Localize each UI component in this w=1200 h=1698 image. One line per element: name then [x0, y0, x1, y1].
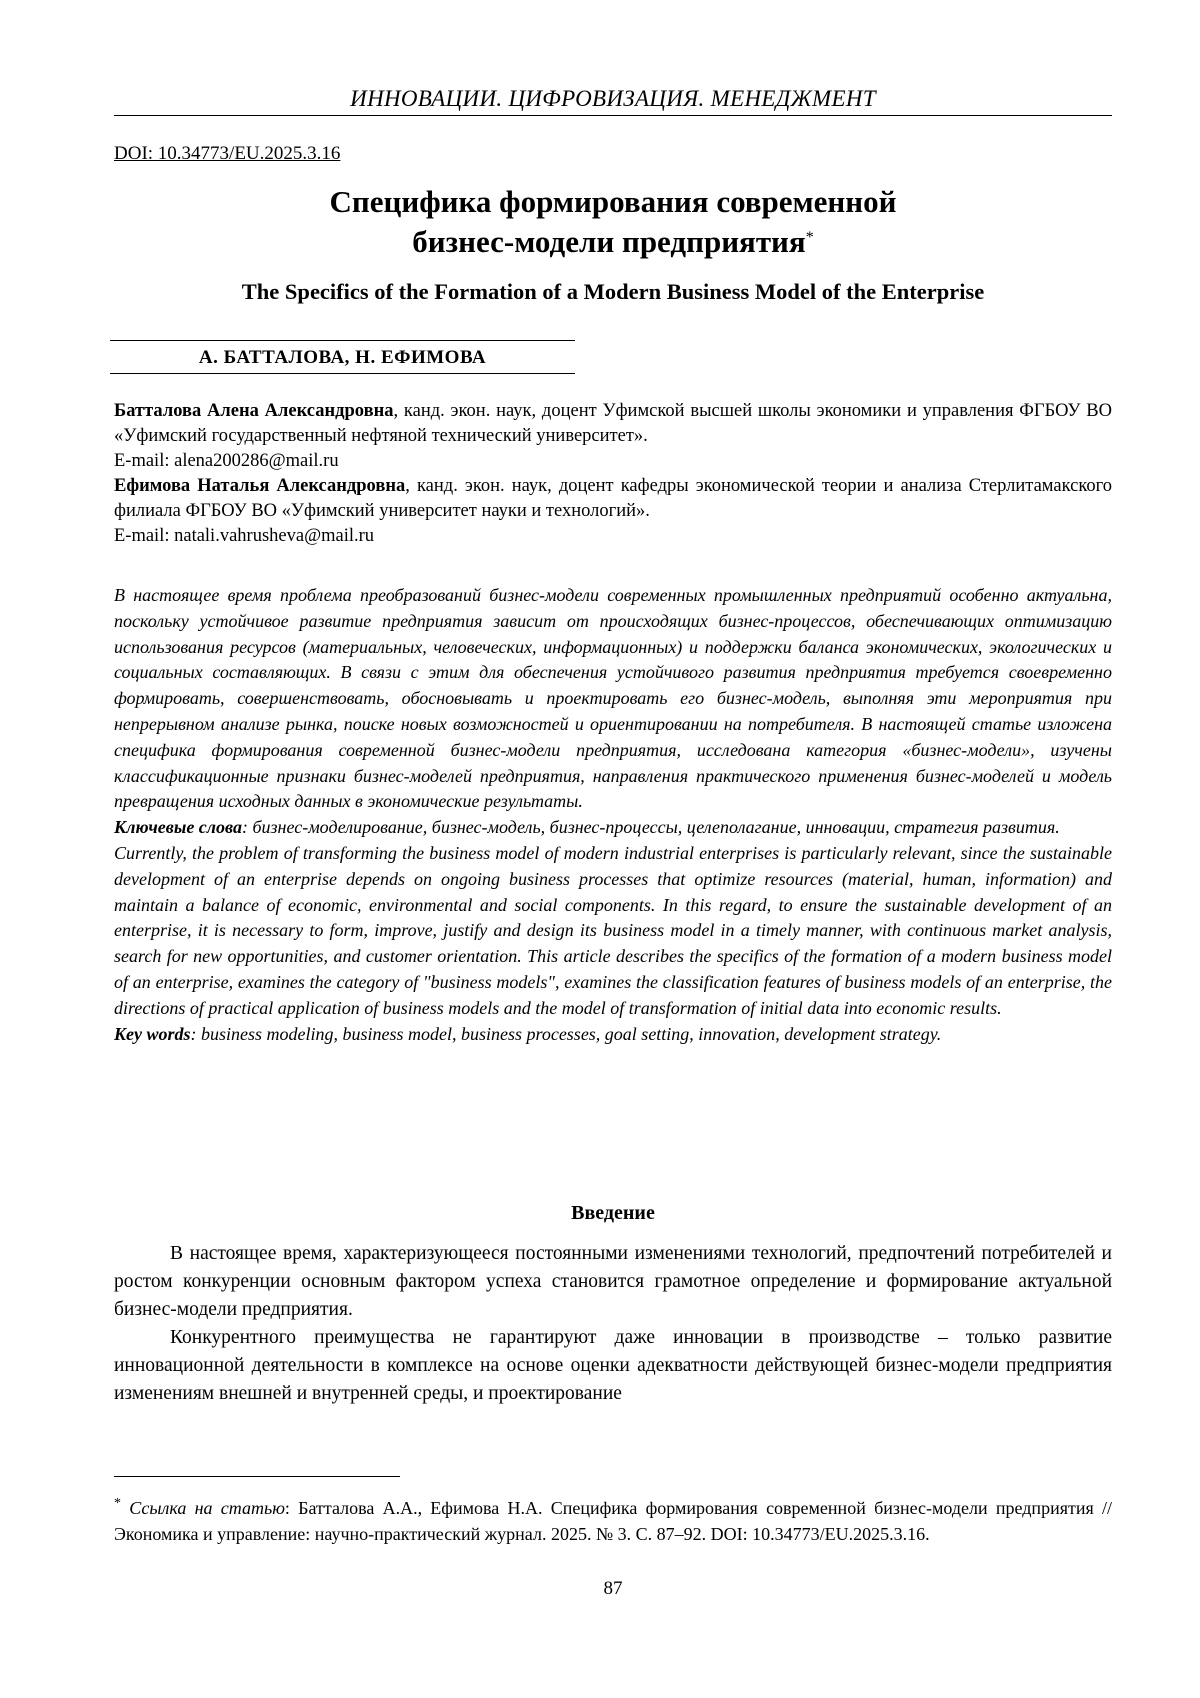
keywords-en: Key words: business modeling, business model, business processes, goal setting, innovation, development strategy. — [114, 1023, 942, 1044]
article-title — [114, 182, 1112, 262]
section-heading-intro: Введение — [571, 1202, 655, 1224]
author-1-name: Батталова Алена Александровна — [114, 401, 394, 421]
body-text — [114, 1240, 1112, 1408]
abstract-en: Currently, the problem of transforming the business model of modern industrial enterprises is particularly relevant, since the sustainable development of an enterprise depends on ongoing business processes that optimize resources (material, human, information) and maintain a balance of economic, environmental and social components. In this regard, to ensure the sustainable development of an enterprise, it is necessary to form, improve, justify and design its business model in a timely manner, with continuous market analysis, search for new opportunities, and customer orientation. This article describes the specifics of the formation of a modern business model of an enterprise, examines the category of "business models", examines the classification features of business models of an enterprise, the directions of practical application of business models and the model of transformation of initial data into economic results. — [114, 842, 1112, 1018]
title-line-1: Специфика формирования современной — [329, 184, 897, 219]
article-title-en: The Specifics of the Formation of a Modern Business Model of the Enterprise — [241, 279, 985, 304]
footnote-divider — [114, 1476, 400, 1477]
authors-rule-bottom — [110, 373, 575, 374]
authors-rule-top — [110, 340, 575, 341]
author-2-email[interactable]: E-mail: natali.vahrusheva@mail.ru — [114, 526, 375, 546]
abstract — [114, 583, 1112, 1047]
footnote-label: Ссылка на статью — [129, 1498, 285, 1518]
author-affiliations — [114, 399, 1112, 549]
affiliation-1: Батталова Алена Александровна, канд. экон. наук, доцент Уфимской высшей школы экономики и управления ФГБОУ ВО «Уфимский государственный нефтяной технический университет». — [114, 401, 1112, 446]
title-footnote-mark[interactable]: * — [805, 229, 814, 246]
body-paragraph-1: В настоящее время, характеризующееся постоянными изменениями технологий, предпочтений потребителей и ростом конкуренции основным фактором успеха становится грамотное определение и формирование актуальной бизнес-модели предприятия. — [114, 1243, 1112, 1320]
author-1-email[interactable]: E-mail: alena200286@mail.ru — [114, 451, 339, 471]
author-2-name: Ефимова Наталья Александровна — [114, 476, 406, 496]
abstract-ru: В настоящее время проблема преобразований бизнес-модели современных промышленных предприятий особенно актуальна, поскольку устойчивое развитие предприятия зависит от происходящих бизнес-процессов, обеспечивающих оптимизацию использования ресурсов (материальных, человеческих, информационных) и поддержки баланса экономических, экологических и социальных составляющих. В связи с этим для обеспечения устойчивого развития предприятия требуется своевременно формировать, совершенствовать, обосновывать и проектировать его бизнес-модель, выполняя эти мероприятия при непрерывном анализе рынка, поиске новых возможностей и ориентировании на потребителя. В настоящей статье изложена специфика формирования современной бизнес-модели предприятия, исследована категория «бизнес-модели», изучены классификационные признаки бизнес-моделей предприятия, направления практического применения бизнес-моделей и модель превращения исходных данных в экономические результаты. — [114, 585, 1112, 812]
affiliation-2: Ефимова Наталья Александровна, канд. экон. наук, доцент кафедры экономической теории и анализа Стерлитамакского филиала ФГБОУ ВО «Уфимский университет науки и технологий». — [114, 476, 1112, 521]
citation-footnote: * Ссылка на статью: Батталова А.А., Ефимова Н.А. Специфика формирования современной бизнес-модели предприятия // Экономика и управление: научно-практический журнал. 2025. № 3. С. 87–92. DOI: 10.34773/EU.2025.3.16. — [114, 1496, 1113, 1544]
header-divider — [114, 115, 1112, 116]
doi-link[interactable]: DOI: 10.34773/EU.2025.3.16 — [114, 143, 341, 164]
keywords-ru: Ключевые слова: бизнес-моделирование, бизнес-модель, бизнес-процессы, целеполагание, инновации, стратегия развития. — [114, 817, 1060, 838]
footnote-mark: * — [114, 1496, 121, 1511]
journal-header: ИННОВАЦИИ. ЦИФРОВИЗАЦИЯ. МЕНЕДЖМЕНТ — [350, 86, 876, 111]
body-paragraph-2: Конкурентного преимущества не гарантируют даже инновации в производстве – только развитие инновационной деятельности в комплексе на основе оценки адекватности действующей бизнес-модели предприятия изменениям внешней и внутренней среды, и проектирование — [114, 1327, 1112, 1404]
title-line-2: бизнес-модели предприятия* — [412, 224, 814, 259]
page-number: 87 — [603, 1578, 623, 1599]
authors: А. БАТТАЛОВА, Н. ЕФИМОВА — [198, 347, 487, 368]
